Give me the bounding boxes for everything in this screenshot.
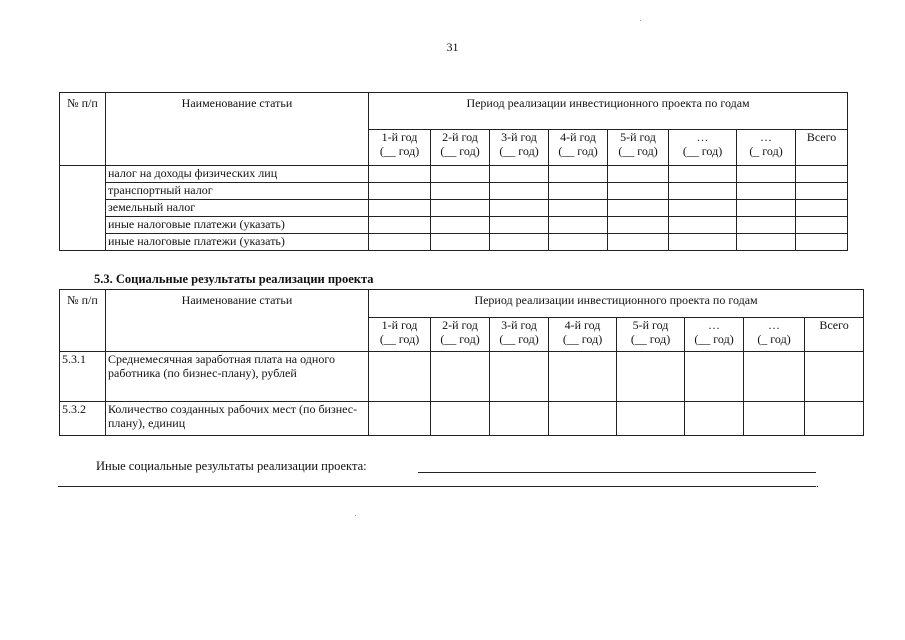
header-year-4: 4-й год (__ год) [549,130,608,166]
header-period: Период реализации инвестиционного проекта по годам [369,93,848,130]
header-item-name: Наименование статьи [106,290,369,352]
table-row-label: транспортный налог [106,183,369,200]
header-year-4: 4-й год (__ год) [549,318,617,352]
header-total: Всего [796,130,848,166]
header-year-more-1: … (__ год) [669,130,737,166]
header-number: № п/п [60,290,106,352]
scan-speck [640,20,641,21]
header-year-3: 3-й год (__ год) [490,130,549,166]
row-number: 5.3.2 [60,402,106,436]
fill-in-line-2 [58,486,816,487]
header-number: № п/п [60,93,106,166]
header-item-name: Наименование статьи [106,93,369,166]
header-year-more-1: … (__ год) [685,318,744,352]
header-year-more-2: … (_ год) [744,318,805,352]
header-year-2: 2-й год (__ год) [431,318,490,352]
header-year-2: 2-й год (__ год) [431,130,490,166]
table-row-label: Среднемесячная заработная плата на одного работника (по бизнес-плану), рублей [106,352,369,402]
scan-speck [355,515,356,516]
social-results-table [59,289,864,436]
header-year-1: 1-й год (__ год) [369,318,431,352]
header-total: Всего [805,318,864,352]
header-year-more-2: … (_ год) [737,130,796,166]
header-year-1: 1-й год (__ год) [369,130,431,166]
header-year-5: 5-й год (__ год) [608,130,669,166]
fill-in-line [418,472,816,473]
end-mark: . [816,478,819,490]
table-row-label: налог на доходы физических лиц [106,166,369,183]
tax-payments-table [59,92,848,251]
row-number: 5.3.1 [60,352,106,402]
header-period: Период реализации инвестиционного проекта по годам [369,290,864,318]
header-year-3: 3-й год (__ год) [490,318,549,352]
other-social-results [96,459,367,474]
header-year-5: 5-й год (__ год) [617,318,685,352]
number-cell [60,166,106,251]
table-row-label: земельный налог [106,200,369,217]
other-social-results-label: Иные социальные результаты реализации проекта: [96,459,367,473]
table-row-label: иные налоговые платежи (указать) [106,217,369,234]
table-row-label: иные налоговые платежи (указать) [106,234,369,251]
page-number: 31 [446,40,459,54]
table-row-label: Количество созданных рабочих мест (по бизнес-плану), единиц [106,402,369,436]
section-title: 5.3. Социальные результаты реализации проекта [94,272,374,286]
